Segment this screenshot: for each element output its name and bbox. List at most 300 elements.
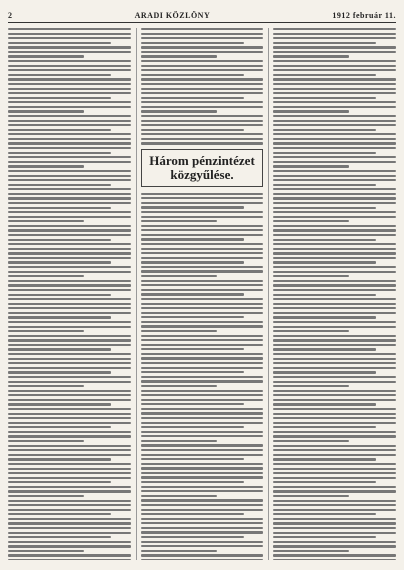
- text-line: [8, 454, 131, 456]
- text-line: [141, 367, 264, 369]
- text-line: [141, 467, 264, 469]
- text-line: [273, 161, 396, 163]
- text-line: [141, 280, 264, 282]
- text-line: [273, 33, 396, 35]
- text-line: [273, 348, 376, 350]
- text-line: [273, 522, 396, 524]
- text-line: [141, 509, 264, 511]
- header-rule: [8, 22, 396, 23]
- text-line: [273, 78, 396, 80]
- text-line: [141, 120, 264, 122]
- text-line: [8, 422, 131, 424]
- text-line: [273, 440, 349, 442]
- text-line: [8, 367, 131, 369]
- text-line: [8, 280, 131, 282]
- text-line: [8, 362, 131, 364]
- text-line: [8, 69, 131, 71]
- text-line: [273, 261, 376, 263]
- headline: Három pénzintézet közgyűlése.: [149, 152, 255, 182]
- text-line: [273, 532, 396, 534]
- text-line: [141, 513, 244, 515]
- text-line: [273, 509, 396, 511]
- text-line: [273, 28, 396, 30]
- text-line: [273, 248, 396, 250]
- text-line: [273, 316, 376, 318]
- text-line: [273, 46, 396, 48]
- text-line: [273, 184, 376, 186]
- text-line: [273, 344, 396, 346]
- text-line: [273, 133, 396, 135]
- text-line: [141, 431, 264, 433]
- text-line: [273, 179, 396, 181]
- text-line: [8, 101, 131, 103]
- text-line: [141, 435, 264, 437]
- text-line: [8, 142, 131, 144]
- text-line: [141, 486, 264, 488]
- text-line: [273, 330, 349, 332]
- text-line: [8, 83, 131, 85]
- text-line: [273, 371, 376, 373]
- text-line: [273, 83, 396, 85]
- text-block: [8, 28, 131, 560]
- text-line: [8, 289, 131, 291]
- text-line: [273, 294, 376, 296]
- text-line: [273, 65, 396, 67]
- text-line: [273, 280, 396, 282]
- text-line: [8, 458, 111, 460]
- text-line: [8, 445, 131, 447]
- text-line: [141, 270, 264, 272]
- text-line: [141, 344, 264, 346]
- text-line: [141, 225, 264, 227]
- text-line: [141, 531, 264, 533]
- text-line: [141, 495, 217, 497]
- text-line: [8, 440, 84, 442]
- text-line: [8, 486, 131, 488]
- text-line: [141, 394, 264, 396]
- text-line: [8, 330, 84, 332]
- text-line: [141, 293, 244, 295]
- text-line: [8, 252, 131, 254]
- text-block: [141, 28, 264, 145]
- text-line: [8, 51, 131, 53]
- text-line: [141, 312, 264, 314]
- text-line: [8, 133, 131, 135]
- text-line: [8, 138, 131, 140]
- text-line: [273, 463, 396, 465]
- text-line: [8, 284, 131, 286]
- text-line: [141, 522, 264, 524]
- text-line: [273, 495, 349, 497]
- text-line: [273, 225, 396, 227]
- text-line: [141, 316, 244, 318]
- text-line: [141, 472, 264, 474]
- text-line: [8, 509, 131, 511]
- text-line: [141, 92, 264, 94]
- text-line: [273, 175, 396, 177]
- text-line: [273, 106, 396, 108]
- text-line: [141, 408, 264, 410]
- text-line: [8, 74, 111, 76]
- text-line: [273, 385, 349, 387]
- text-line: [8, 394, 131, 396]
- text-line: [141, 78, 264, 80]
- text-line: [273, 55, 349, 57]
- text-line: [273, 129, 376, 131]
- text-line: [8, 477, 131, 479]
- text-line: [273, 97, 376, 99]
- text-line: [273, 124, 396, 126]
- text-line: [273, 197, 396, 199]
- text-line: [141, 298, 264, 300]
- text-line: [273, 490, 396, 492]
- text-line: [273, 458, 376, 460]
- text-line: [8, 188, 131, 190]
- text-line: [273, 307, 396, 309]
- text-line: [273, 110, 349, 112]
- text-line: [141, 106, 264, 108]
- text-line: [8, 495, 84, 497]
- text-line: [8, 266, 131, 268]
- text-line: [273, 376, 396, 378]
- text-line: [141, 257, 264, 259]
- text-line: [8, 353, 131, 355]
- text-line: [141, 248, 264, 250]
- text-line: [141, 284, 264, 286]
- text-line: [8, 426, 111, 428]
- text-line: [273, 234, 396, 236]
- text-line: [8, 522, 131, 524]
- text-line: [141, 426, 244, 428]
- text-line: [273, 454, 396, 456]
- text-line: [273, 42, 376, 44]
- text-line: [273, 101, 396, 103]
- text-line: [273, 202, 396, 204]
- text-line: [141, 476, 264, 478]
- text-line: [273, 362, 396, 364]
- text-line: [8, 170, 131, 172]
- text-line: [141, 252, 264, 254]
- text-line: [273, 303, 396, 305]
- text-line: [8, 417, 131, 419]
- column-right: [268, 28, 396, 560]
- text-line: [141, 385, 217, 387]
- text-line: [273, 266, 396, 268]
- text-line: [8, 532, 131, 534]
- text-line: [273, 69, 396, 71]
- text-line: [8, 385, 84, 387]
- text-line: [273, 486, 396, 488]
- text-line: [273, 138, 396, 140]
- text-line: [141, 444, 264, 446]
- text-line: [8, 335, 131, 337]
- text-line: [273, 284, 396, 286]
- text-line: [273, 472, 396, 474]
- column-left: [8, 28, 131, 560]
- text-line: [273, 353, 396, 355]
- text-line: [8, 42, 111, 44]
- text-line: [8, 390, 131, 392]
- text-line: [8, 403, 111, 405]
- text-line: [141, 454, 264, 456]
- text-line: [8, 399, 131, 401]
- columns: [8, 28, 396, 560]
- text-line: [141, 28, 264, 30]
- text-line: [8, 37, 131, 39]
- text-line: [273, 394, 396, 396]
- text-line: [8, 431, 131, 433]
- text-line: [273, 413, 396, 415]
- text-line: [141, 545, 264, 547]
- text-line: [273, 298, 396, 300]
- text-line: [8, 152, 111, 154]
- text-line: [141, 403, 244, 405]
- text-line: [141, 463, 264, 465]
- text-line: [8, 197, 131, 199]
- text-line: [8, 481, 111, 483]
- text-line: [8, 559, 131, 560]
- text-line: [8, 303, 131, 305]
- text-line: [141, 449, 264, 451]
- text-line: [8, 193, 131, 195]
- text-line: [141, 234, 264, 236]
- text-line: [8, 46, 131, 48]
- page-number: 2: [8, 11, 13, 20]
- text-line: [8, 307, 131, 309]
- text-line: [141, 115, 264, 117]
- text-line: [273, 142, 396, 144]
- text-line: [8, 413, 131, 415]
- text-line: [273, 500, 396, 502]
- text-line: [141, 216, 264, 218]
- text-line: [141, 37, 264, 39]
- text-line: [8, 275, 84, 277]
- text-line: [273, 229, 396, 231]
- text-line: [141, 490, 264, 492]
- text-line: [273, 504, 396, 506]
- text-line: [141, 541, 264, 543]
- text-line: [8, 124, 131, 126]
- text-line: [273, 481, 376, 483]
- text-line: [273, 422, 396, 424]
- text-line: [8, 449, 131, 451]
- text-line: [8, 88, 131, 90]
- text-line: [273, 88, 396, 90]
- text-line: [8, 294, 111, 296]
- text-line: [273, 449, 396, 451]
- text-line: [141, 133, 264, 135]
- text-line: [141, 527, 264, 529]
- text-line: [273, 275, 349, 277]
- text-line: [273, 115, 396, 117]
- text-line: [8, 321, 131, 323]
- text-line: [141, 554, 264, 556]
- text-line: [141, 518, 264, 520]
- text-line: [141, 380, 264, 382]
- text-line: [273, 358, 396, 360]
- headline-box: [141, 149, 264, 187]
- newspaper-title: ARADI KÖZLÖNY: [134, 11, 211, 20]
- text-line: [273, 541, 396, 543]
- text-line: [8, 435, 131, 437]
- text-line: [141, 193, 264, 195]
- text-line: [141, 83, 264, 85]
- text-line: [141, 339, 264, 341]
- text-line: [8, 513, 111, 515]
- text-line: [141, 330, 217, 332]
- text-line: [141, 211, 264, 213]
- text-block: [273, 28, 396, 560]
- text-line: [273, 207, 376, 209]
- text-line: [273, 431, 396, 433]
- text-line: [141, 33, 264, 35]
- text-line: [8, 216, 131, 218]
- text-line: [141, 261, 244, 263]
- text-line: [141, 417, 264, 419]
- text-line: [8, 106, 131, 108]
- text-line: [8, 339, 131, 341]
- text-line: [8, 271, 131, 273]
- text-line: [8, 92, 131, 94]
- text-line: [141, 229, 264, 231]
- page-header: [8, 6, 396, 20]
- text-line: [141, 74, 244, 76]
- text-line: [141, 335, 264, 337]
- text-line: [8, 110, 84, 112]
- text-line: [8, 261, 111, 263]
- issue-date: 1912 február 11.: [332, 11, 396, 20]
- text-line: [141, 55, 217, 57]
- text-line: [8, 348, 111, 350]
- text-line: [141, 303, 264, 305]
- text-line: [8, 120, 131, 122]
- text-line: [273, 220, 349, 222]
- text-line: [273, 445, 396, 447]
- text-line: [273, 527, 396, 529]
- text-line: [141, 42, 244, 44]
- text-line: [8, 504, 131, 506]
- text-line: [141, 307, 264, 309]
- text-line: [141, 458, 244, 460]
- text-line: [8, 376, 131, 378]
- text-line: [141, 138, 264, 140]
- text-line: [8, 202, 131, 204]
- text-line: [8, 156, 131, 158]
- text-line: [141, 536, 244, 538]
- text-line: [273, 193, 396, 195]
- text-line: [273, 339, 396, 341]
- text-line: [273, 257, 396, 259]
- text-line: [273, 289, 396, 291]
- text-line: [141, 65, 264, 67]
- text-line: [273, 211, 396, 213]
- text-line: [141, 142, 264, 144]
- text-line: [8, 175, 131, 177]
- text-line: [141, 481, 244, 483]
- text-line: [141, 440, 217, 442]
- text-line: [141, 238, 244, 240]
- text-line: [8, 298, 131, 300]
- text-line: [273, 51, 396, 53]
- text-line: [8, 60, 131, 62]
- text-line: [141, 550, 217, 552]
- text-line: [273, 37, 396, 39]
- text-line: [8, 326, 131, 328]
- text-line: [8, 358, 131, 360]
- text-line: [141, 275, 217, 277]
- text-line: [8, 527, 131, 529]
- text-line: [273, 165, 349, 167]
- text-line: [141, 399, 264, 401]
- text-line: [273, 152, 376, 154]
- text-line: [8, 115, 131, 117]
- text-line: [8, 147, 131, 149]
- text-line: [141, 289, 264, 291]
- text-line: [273, 326, 396, 328]
- text-line: [141, 559, 264, 560]
- text-line: [8, 408, 131, 410]
- text-line: [273, 550, 349, 552]
- text-line: [8, 468, 131, 470]
- text-line: [141, 206, 244, 208]
- text-line: [8, 234, 131, 236]
- text-line: [273, 403, 376, 405]
- text-line: [141, 60, 264, 62]
- text-line: [273, 477, 396, 479]
- text-line: [141, 101, 264, 103]
- text-line: [8, 220, 84, 222]
- text-line: [273, 271, 396, 273]
- text-line: [273, 381, 396, 383]
- text-block: [141, 193, 264, 560]
- text-line: [8, 518, 131, 520]
- text-line: [8, 179, 131, 181]
- text-line: [8, 472, 131, 474]
- text-line: [8, 490, 131, 492]
- text-line: [8, 381, 131, 383]
- text-line: [8, 500, 131, 502]
- text-line: [8, 161, 131, 163]
- text-line: [273, 554, 396, 556]
- text-line: [273, 92, 396, 94]
- text-line: [8, 184, 111, 186]
- text-line: [141, 197, 264, 199]
- text-line: [8, 97, 111, 99]
- text-line: [141, 202, 264, 204]
- text-line: [8, 165, 84, 167]
- text-line: [8, 211, 131, 213]
- text-line: [8, 239, 111, 241]
- text-line: [8, 33, 131, 35]
- text-line: [8, 554, 131, 556]
- text-line: [8, 248, 131, 250]
- text-line: [273, 239, 376, 241]
- text-line: [141, 69, 264, 71]
- text-line: [273, 367, 396, 369]
- text-line: [8, 463, 131, 465]
- text-line: [273, 536, 376, 538]
- text-line: [273, 408, 396, 410]
- text-line: [141, 371, 244, 373]
- text-line: [141, 325, 264, 327]
- text-line: [273, 435, 396, 437]
- text-line: [141, 357, 264, 359]
- text-line: [8, 312, 131, 314]
- text-line: [141, 390, 264, 392]
- text-line: [8, 550, 84, 552]
- text-line: [141, 348, 244, 350]
- text-line: [273, 426, 376, 428]
